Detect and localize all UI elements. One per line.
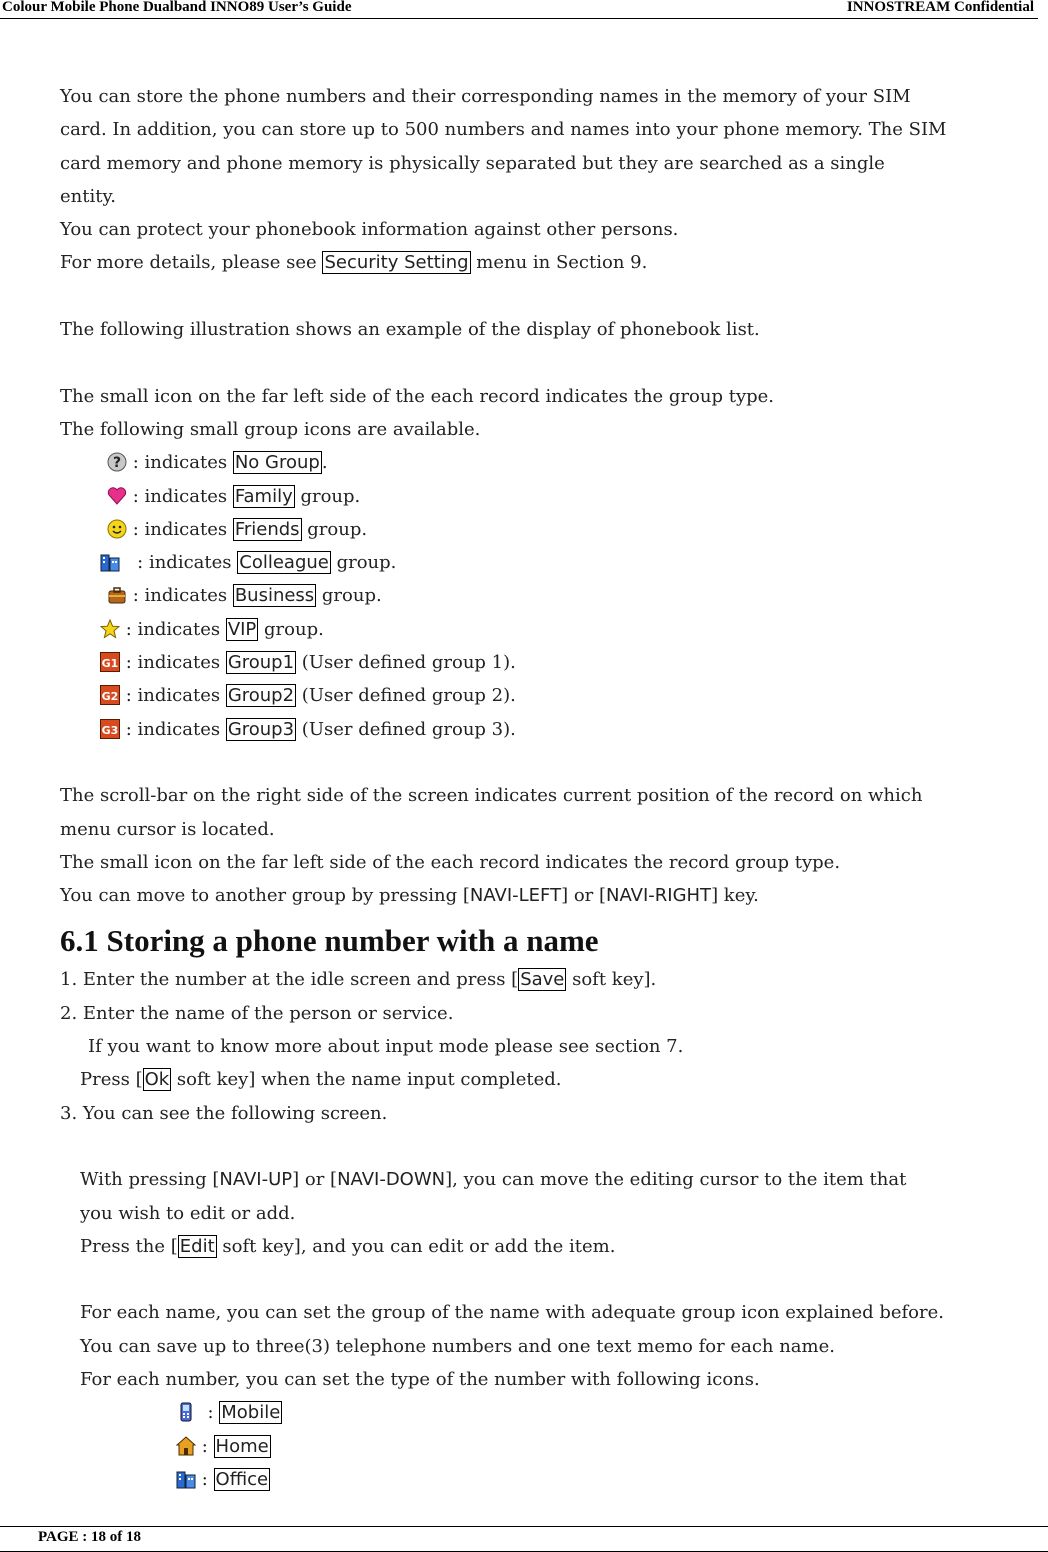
nav-line-2: you wish to edit or add. — [80, 1202, 296, 1224]
text: soft key]. — [566, 969, 657, 991]
intro-line-4: entity. — [60, 185, 116, 207]
page-number: PAGE : 18 of 18 — [38, 1529, 142, 1545]
text: : indicates — [132, 485, 233, 507]
text: 1. Enter the number at the idle screen and press [ — [60, 969, 519, 991]
question-mark-icon — [107, 450, 127, 470]
text: group. — [301, 518, 368, 540]
number-type-name: Office — [215, 1468, 269, 1490]
intro-line-1: You can store the phone numbers and their corresponding names in the memory of your SIM — [60, 86, 911, 107]
group-row-group2 — [60, 679, 1040, 712]
number-type-name: Home — [215, 1435, 269, 1457]
group-set-line: For each name, you can set the group of the name with adequate group icon explained before. — [80, 1302, 944, 1324]
number-row-office — [60, 1463, 1040, 1496]
step-2-ok — [60, 1063, 1040, 1096]
group-row-family — [60, 480, 1040, 513]
intro-line-3: card memory and phone memory is physically separated but they are searched as a single — [60, 152, 885, 174]
section-title: 6.1 Storing a phone number with a name — [60, 923, 599, 959]
group-row-no-group — [60, 446, 1040, 479]
text: ], you can move the editing cursor to the item that — [445, 1169, 907, 1191]
text: : indicates — [125, 618, 226, 640]
number-row-mobile — [60, 1396, 1040, 1429]
text: You can move to another group by pressing [ — [60, 885, 470, 907]
text: For more details, please see — [60, 252, 323, 274]
text: : indicates — [132, 518, 233, 540]
step-1 — [60, 963, 1040, 996]
text: group. — [258, 618, 324, 640]
nav-line-1 — [60, 1163, 1040, 1196]
text: . — [321, 452, 328, 474]
save-soft-key: Save — [520, 969, 565, 991]
group-name: Business — [234, 585, 315, 607]
illustration-note: The following illustration shows an example of the display of phonebook list. — [60, 319, 760, 341]
svg-text:?: ? — [112, 455, 122, 472]
text: : — [201, 1435, 214, 1457]
group-name: Group2 — [227, 685, 295, 707]
scroll-line-2: menu cursor is located. — [60, 818, 275, 840]
key-navi-down: NAVI-DOWN — [337, 1169, 446, 1191]
number-row-home — [60, 1430, 1040, 1463]
key-navi-left: NAVI-LEFT — [469, 885, 562, 907]
text: : indicates — [125, 685, 226, 707]
building-icon — [100, 550, 120, 570]
text: ] key. — [711, 885, 759, 907]
svg-text:G1: G1 — [101, 657, 119, 671]
number-type-name: Mobile — [221, 1402, 281, 1424]
group-row-group3 — [60, 713, 1040, 746]
group-name: Group1 — [227, 652, 295, 674]
three-numbers-line: You can save up to three(3) telephone numbers and one text memo for each name. — [80, 1335, 835, 1357]
text: Press the [ — [80, 1235, 178, 1257]
intro-protect: You can protect your phonebook information against other persons. — [60, 219, 679, 241]
group-name: Colleague — [239, 552, 329, 574]
text: (User defined group 1). — [296, 652, 516, 674]
number-icon-list — [60, 1396, 1040, 1496]
svg-text:G3: G3 — [101, 723, 119, 737]
star-icon — [100, 617, 120, 637]
text: (User defined group 2). — [296, 685, 516, 707]
text: : — [201, 1468, 214, 1490]
edit-line — [60, 1230, 1040, 1263]
text: soft key], and you can edit or add the item. — [216, 1235, 616, 1257]
text: ] or [ — [561, 885, 607, 907]
step-3: 3. You can see the following screen. — [60, 1102, 388, 1124]
mobile-phone-icon — [176, 1400, 196, 1420]
scroll-line-3: The small icon on the far left side of the each record indicates the record group type. — [60, 851, 841, 873]
header-confidential: INNOSTREAM Confidential — [846, 0, 1034, 15]
security-setting-ref: Security Setting — [324, 252, 469, 274]
edit-soft-key: Edit — [179, 1235, 215, 1257]
number-type-line: For each number, you can set the type of the number with following icons. — [80, 1368, 760, 1390]
scroll-line-1: The scroll-bar on the right side of the screen indicates current position of the record on which — [60, 785, 923, 807]
text: With pressing [ — [80, 1169, 220, 1191]
text: Press [ — [80, 1069, 143, 1091]
text: ] or [ — [292, 1169, 338, 1191]
text: : indicates — [132, 452, 233, 474]
text: soft key] when the name input completed. — [171, 1069, 562, 1091]
document-body — [60, 80, 1040, 1496]
intro-security-ref — [60, 246, 1040, 279]
text: menu in Section 9. — [470, 252, 648, 274]
text: : indicates — [125, 652, 226, 674]
text: : indicates — [132, 585, 233, 607]
g3-icon — [100, 717, 120, 737]
key-navi-up: NAVI-UP — [219, 1169, 293, 1191]
text: group. — [316, 585, 382, 607]
group-name: Friends — [234, 518, 300, 540]
group-row-colleague — [60, 546, 1040, 579]
ok-soft-key: Ok — [144, 1069, 170, 1091]
group-row-business — [60, 579, 1040, 612]
group-row-group1 — [60, 646, 1040, 679]
home-icon — [176, 1434, 196, 1454]
group-row-friends — [60, 513, 1040, 546]
text: : indicates — [125, 718, 226, 740]
group-name: Group3 — [227, 718, 295, 740]
key-navi-right: NAVI-RIGHT — [606, 885, 712, 907]
page-footer — [0, 1526, 1048, 1552]
svg-text:G2: G2 — [101, 690, 119, 704]
text: group. — [294, 485, 361, 507]
step-2-note: If you want to know more about input mode please see section 7. — [88, 1036, 684, 1058]
group-icon-note: The small icon on the far left side of the each record indicates the group type. — [60, 385, 775, 407]
g1-icon — [100, 650, 120, 670]
g2-icon — [100, 683, 120, 703]
briefcase-icon — [107, 583, 127, 603]
text: : indicates — [137, 552, 238, 574]
heart-icon — [107, 484, 127, 504]
office-icon — [176, 1467, 196, 1487]
step-2: 2. Enter the name of the person or service. — [60, 1002, 454, 1024]
scroll-line-4 — [60, 879, 1040, 912]
group-row-vip — [60, 613, 1040, 646]
group-name: VIP — [227, 618, 257, 640]
text: group. — [330, 552, 397, 574]
group-name: Family — [234, 485, 293, 507]
smiley-icon — [107, 517, 127, 537]
header-doc-title: Colour Mobile Phone Dualband INNO89 User’s Guide — [2, 0, 352, 15]
group-name: No Group — [234, 452, 320, 474]
page-header — [0, 0, 1038, 19]
group-icons-available: The following small group icons are available. — [60, 418, 481, 440]
text: : — [207, 1402, 220, 1424]
intro-line-2: card. In addition, you can store up to 500 numbers and names into your phone memory. The SIM — [60, 119, 947, 141]
group-icon-list — [60, 446, 1040, 746]
text: (User defined group 3). — [296, 718, 516, 740]
